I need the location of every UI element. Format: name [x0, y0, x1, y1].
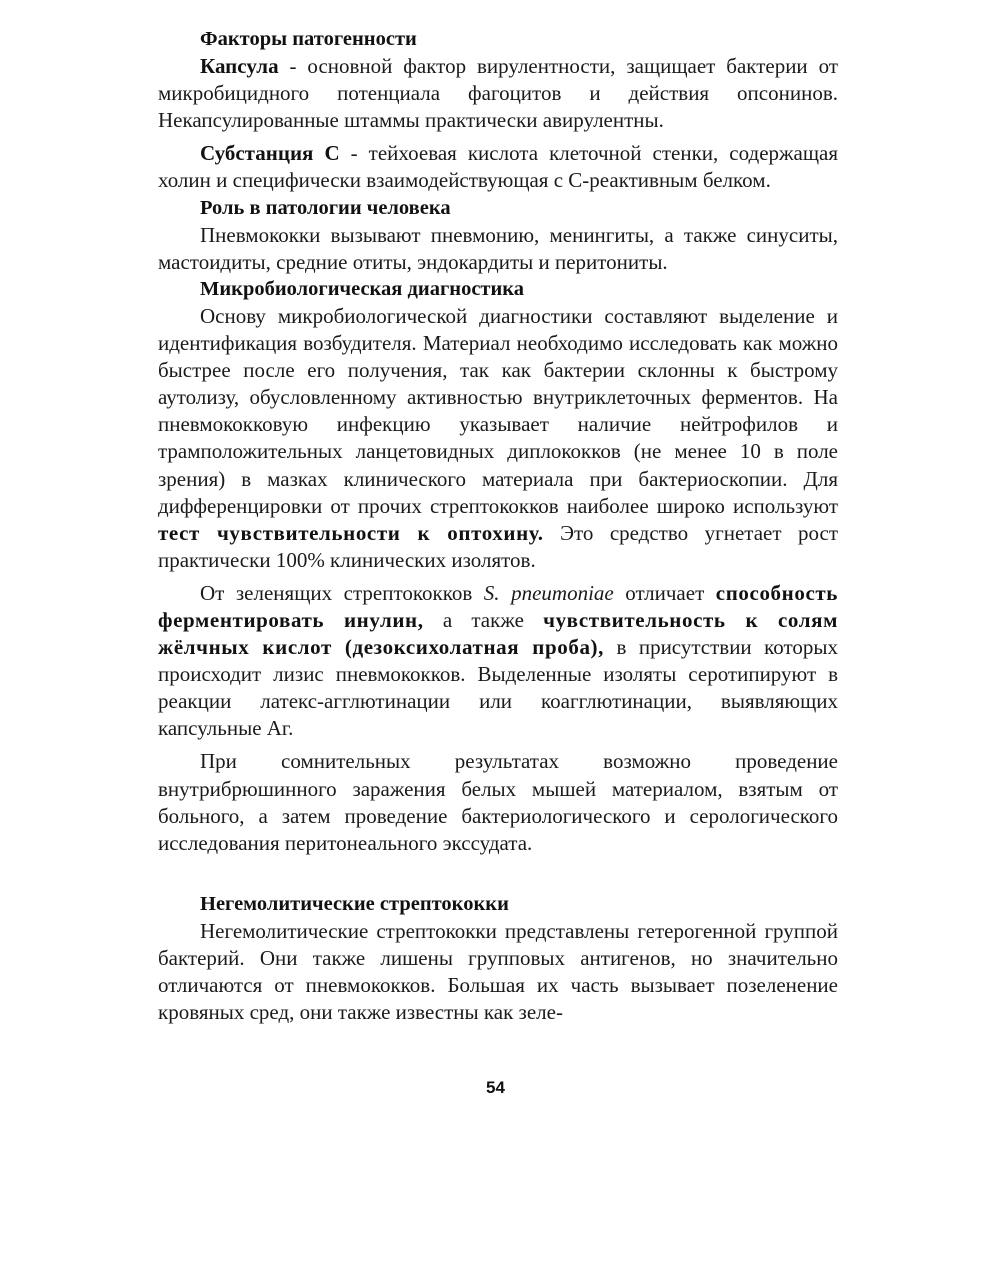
- substance-c-text: - тейхоевая кислота клеточной стенки, содержащая холин и специфически взаимодействующая с С-реактивным белком.: [158, 141, 838, 193]
- species-name: S. pneumoniae: [483, 580, 614, 605]
- term-capsule: Капсула: [200, 54, 279, 79]
- diagnostics-text: Основу микробиологической диагностики составляют выделение и идентификация возбудителя. Материал необходимо исследовать как можно быстрее после его получения, так как бактерии склонны к быстрому аутолизу, обусловленному активностью внутриклеточных ферментов. На пневмококковую инфекцию указывает наличие нейтрофилов и трамположительных ланцетовидных диплококков (не менее 10 в поле зрения) в мазках клинического материала при бактериоскопии. Для дифференцировки от прочих стрептококков наиболее широко используют: [158, 303, 838, 518]
- section-heading-human-pathology: Роль в патологии человека: [200, 196, 451, 219]
- paragraph-substance-c: [158, 140, 838, 194]
- text-segment: а также: [423, 607, 544, 632]
- paragraph-pathology: Пневмококки вызывают пневмонию, менингиты, а также синуситы, мастоидиты, средние отиты, эндокардиты и перитониты.: [158, 222, 838, 274]
- paragraph-diagnostics-2: [158, 580, 838, 743]
- capsule-text: - основной фактор вирулентности, защищает бактерии от микробицидного потенциала фагоцитов и действия опсонинов. Некапсулированные штаммы практически авирулентны.: [158, 54, 838, 133]
- text-segment: в присутствии которых происходит лизис пневмококков. Выделенные изоляты серотипируют в реакции латекс-агглютинации или коагглютинации, выявляющих капсульные Аг.: [158, 635, 838, 741]
- section-heading-nonhemolytic: Негемолитические стрептококки: [200, 892, 509, 915]
- section-heading-diagnostics: Микробиологическая диагностика: [200, 277, 525, 300]
- paragraph-diagnostics-1: [158, 303, 838, 574]
- term-optochin-test: тест чувствительности к оптохину.: [158, 520, 544, 545]
- section-heading-pathogenicity: Факторы патогенности: [200, 28, 417, 50]
- paragraph-diagnostics-3: При сомнительных результатах возможно проведение внутрибрюшинного заражения белых мышей материалом, взятым от больного, а затем проведение бактериологического и серологического исследования перитонеального экссудата.: [158, 749, 838, 855]
- page-number: 54: [486, 1078, 505, 1097]
- term-inulin: способность ферментировать инулин,: [158, 580, 838, 632]
- term-bile-salts: чувствительность к солям жёлчных кислот (дезоксихолатная проба),: [158, 607, 838, 660]
- text-segment: отличает: [613, 580, 716, 605]
- text-segment: От зеленящих стрептококков: [200, 580, 484, 605]
- paragraph-capsule: [158, 53, 838, 134]
- diagnostics-tail: Это средство угнетает рост практически 100% клинических изолятов.: [158, 520, 838, 572]
- paragraph-nonhemolytic: Негемолитические стрептококки представлены гетерогенной группой бактерий. Они также лишены групповых антигенов, но значительно отличаются от пневмококков. Большая их часть вызывает позеленение кровяных сред, они также известны как зеле-: [158, 918, 838, 1025]
- term-substance-c: Субстанция С: [200, 141, 340, 166]
- document-page: [158, 26, 838, 1026]
